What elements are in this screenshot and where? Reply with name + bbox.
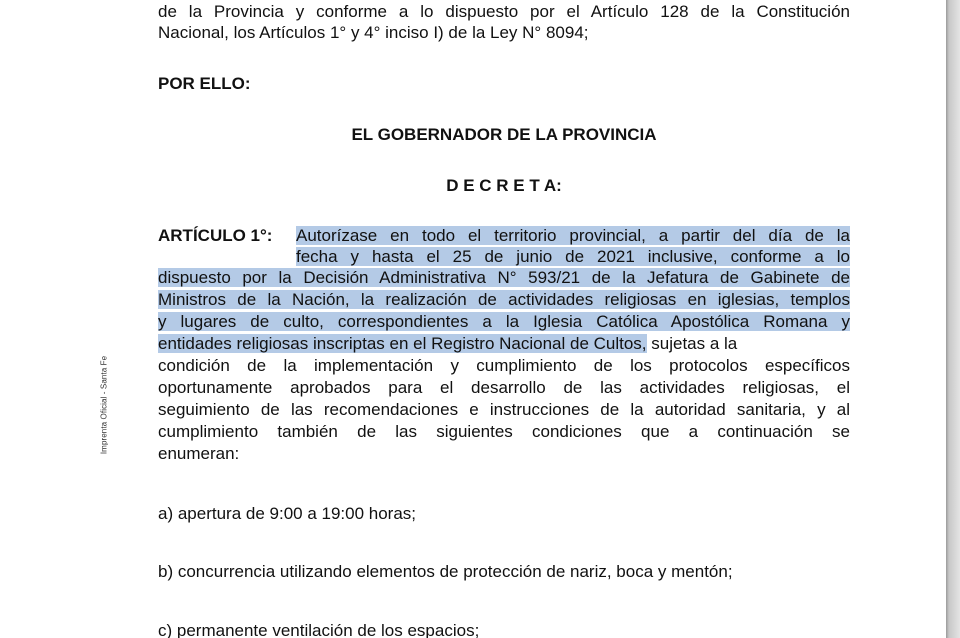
page-edge-shadow [946, 0, 960, 638]
list-item-b: b) concurrencia utilizando elementos de protección de nariz, boca y mentón; [158, 562, 733, 581]
highlighted-text: dispuesto por la Decisión Administrativa N° 593/21 de la Jefatura de Gabinete de [158, 268, 850, 287]
articulo-line-1 [296, 225, 850, 246]
articulo-line-11: enumeran: [158, 444, 240, 463]
articulo-line-9: seguimiento de las recomendaciones e instrucciones de la autoridad sanitaria, y al [158, 400, 850, 419]
list-item-a: a) apertura de 9:00 a 19:00 horas; [158, 504, 417, 523]
articulo-line-10: cumplimiento también de las siguientes condiciones que a continuación se [158, 422, 850, 441]
intro-line-2: Nacional, los Artículos 1° y 4° inciso I) de la Ley N° 8094; [158, 23, 589, 42]
articulo-line-5 [158, 311, 850, 332]
articulo-line-6-tail: sujetas a la [646, 334, 738, 353]
articulo-line-3 [158, 267, 850, 288]
articulo-line-8: oportunamente aprobados para el desarrollo de las actividades religiosas, el [158, 378, 850, 397]
side-margin-text: Imprenta Oficial - Santa Fe [99, 355, 109, 455]
highlighted-text: Autorízase en todo el territorio provincial, a partir del día de la [296, 226, 850, 245]
por-ello-heading: POR ELLO: [158, 74, 251, 93]
highlighted-text: y lugares de culto, correspondientes a la Iglesia Católica Apostólica Romana y [158, 312, 850, 331]
articulo-label: ARTÍCULO 1°: [158, 226, 273, 245]
articulo-line-2 [296, 246, 850, 267]
highlighted-text: entidades religiosas inscriptas en el Registro Nacional de Cultos, [158, 334, 647, 353]
list-item-c: c) permanente ventilación de los espacios; [158, 621, 480, 638]
highlighted-text: fecha y hasta el 25 de junio de 2021 inclusive, conforme a lo [296, 247, 850, 266]
gobernador-heading: EL GOBERNADOR DE LA PROVINCIA [351, 125, 657, 144]
decreta-heading: D E C R E T A: [446, 176, 562, 195]
articulo-line-6 [158, 333, 737, 354]
articulo-line-7: condición de la implementación y cumplimiento de los protocolos específicos [158, 356, 850, 375]
highlighted-text: Ministros de la Nación, la realización de actividades religiosas en iglesias, templos [158, 290, 850, 309]
intro-line-1: de la Provincia y conforme a lo dispuesto por el Artículo 128 de la Constitución [158, 2, 850, 21]
articulo-line-4 [158, 289, 850, 310]
